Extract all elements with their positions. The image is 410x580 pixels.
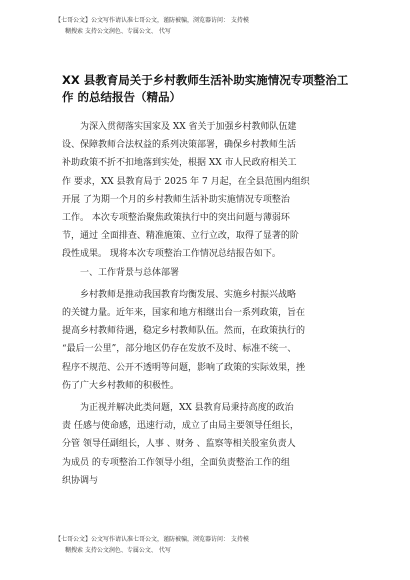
text-line: 节，通过 全面排查、精准施策、立行立改，取得了显著的阶 [62, 231, 299, 242]
text-line: 作 要求，XX 县教育局于 2025 年 7 月起，在全县范围内组织 [62, 176, 310, 187]
watermark-line: 糊搜索 支持公文润色、专属公文、 代写 [65, 28, 171, 35]
watermark-line: 【七哥公文】公文写作请认准七哥公文，谨防被骗，浏览器访问： 支持模 [55, 17, 249, 24]
text-line: 为正视并解决此类问题，XX 县教育局秉持高度的政治 [80, 403, 294, 414]
text-line: 工作。 本次专项整治聚焦政策执行中的突出问题与薄弱环 [62, 213, 290, 224]
text-line: 伤了广大乡村教师的积极性。 [62, 380, 180, 391]
text-line: 的关键力量。近年来，国家和地方相继出台一系列政策，旨在 [62, 308, 306, 319]
title-line: 作 的总结报告（精品） [62, 90, 182, 104]
text-line: 设、保障教师合法权益的系列决策部署，确保乡村教师生活 [62, 140, 297, 151]
text-line: 补助政策不折不扣地落到实处，根据 XX 市人民政府相关工 [62, 158, 297, 169]
text-line: 织协调与 [62, 475, 99, 486]
text-line: 为成员 的专项整治工作领导小组，全面负责整治工作的组 [62, 457, 290, 468]
footer-watermark [55, 534, 365, 556]
paragraph-background [62, 286, 354, 395]
text-line: 责 任感与使命感，迅速行动，成立了由局主要领导任组长， [62, 421, 299, 432]
text-line: 分管 领导任副组长，人事 、财务 、监察等相关股室负责人 [62, 439, 296, 450]
document-body [62, 118, 354, 490]
text-line: 乡村教师是推动我国教育均衡发展、实施乡村振兴战略 [80, 289, 297, 300]
document-title [62, 72, 357, 106]
title-line: XX 县教育局关于乡村教师生活补助实施情况专项整治工 [62, 73, 349, 87]
text-line: 程序不规范、公开不透明等问题，影响了政策的实际效果，挫 [62, 362, 306, 373]
watermark-line: 【七哥公文】公文写作请认准七哥公文，谨防被骗，浏览器访问： 支持模 [55, 536, 249, 543]
text-line: 提高乡村教师待遇，稳定乡村教师队伍。然而，在政策执行的 [62, 326, 306, 337]
text-line: 为深入贯彻落实国家及 XX 省关于加强乡村教师队伍建 [80, 122, 297, 132]
text-line: 段性成果。 现将本次专项整治工作情况总结报告如下。 [62, 249, 281, 260]
paragraph-deployment [62, 399, 354, 490]
section-heading [62, 264, 354, 282]
paragraph-intro [62, 118, 354, 264]
text-line: “最后一公里”，部分地区仍存在发放不及时、标准不统一、 [62, 344, 297, 355]
text-line: 开展 了为期一个月的乡村教师生活补助实施情况专项整治 [62, 194, 290, 205]
heading-text: 一、工作背景与总体部署 [80, 267, 180, 278]
watermark-line: 糊搜索 支持公文润色、专属公文、 代写 [65, 547, 171, 554]
header-watermark [55, 15, 365, 37]
